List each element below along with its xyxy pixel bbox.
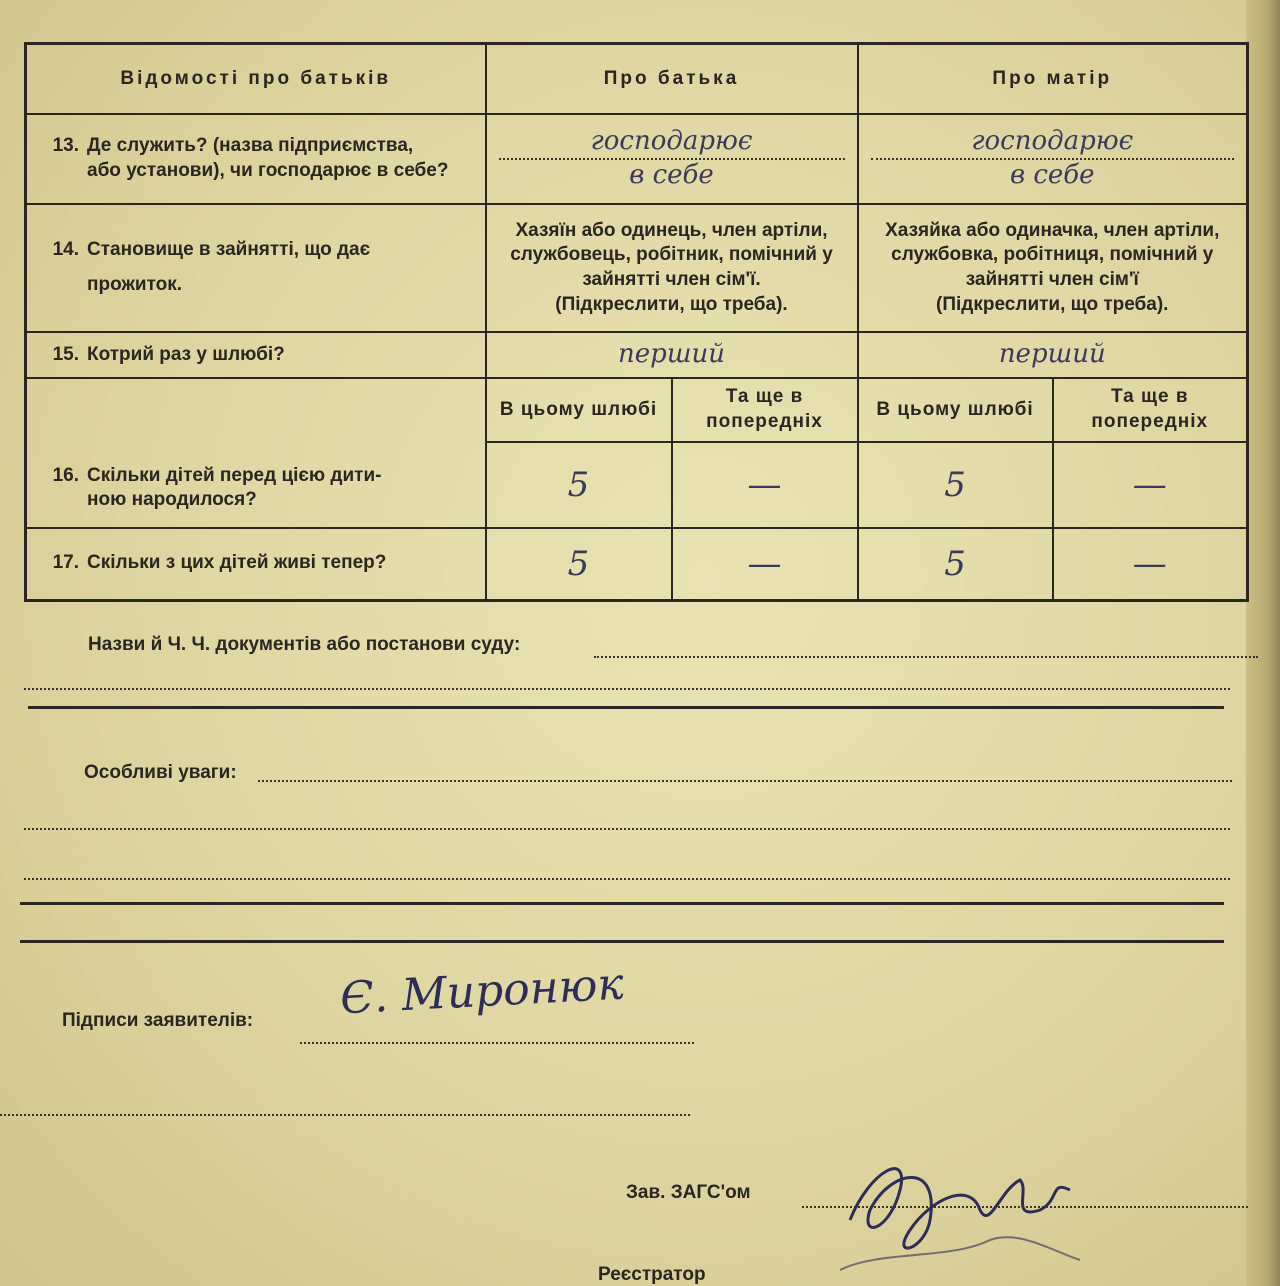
header-parents-info: Відомості про батьків [26,44,486,115]
handwritten-count: — [1132,543,1167,584]
row-q17 [26,528,1248,600]
question-text: Де служить? (назва підприємства, [87,135,414,157]
section-divider [20,940,1224,943]
answer-15-father [486,332,858,378]
table-header-row [26,44,1248,115]
handwritten-answer: господарює [590,126,753,157]
question-text: Скільки з цих дітей живі тепер? [87,552,387,574]
question-text: або установи), чи господарює в себе? [87,160,449,181]
question-text: Становище в зайнятті, що дає [87,239,371,261]
parents-info-table [24,42,1249,602]
subheader-mother-previous: Та ще в попередніх [1053,378,1248,442]
handwritten-count: — [747,464,782,505]
question-number: 17. [52,552,79,574]
answer-17-mother-prev [1053,528,1248,600]
handwritten-count: 5 [567,464,590,505]
question-text: ною народилося? [87,489,257,511]
handwritten-answer: перший [618,339,725,370]
question-text: Скільки дітей перед цією дити- [87,464,382,486]
header-father: Про батька [486,44,858,115]
documents-label: Назви й Ч. Ч. документів або постанови суду: [88,634,521,655]
handwritten-answer: господарює [971,126,1134,157]
subheader-father-this-marriage: В цьому шлюбі [486,378,672,442]
signature-stroke [840,1237,1080,1270]
section-divider [20,902,1224,905]
handwritten-count: 5 [944,543,966,584]
answer-16-mother-this [858,442,1053,528]
section-divider [28,706,1224,709]
signature-line-2 [0,1098,690,1116]
answer-17-father-prev [672,528,858,600]
row-q13 [26,114,1248,204]
answer-17-father-this [486,528,672,600]
subheader-mother-this-marriage: В цьому шлюбі [858,378,1053,442]
handwritten-count: — [1132,464,1167,505]
question-text: прожиток. [87,274,183,295]
underline-note: (Підкреслити, що треба). [936,293,1169,315]
answer-16-mother-prev [1053,442,1248,528]
header-mother: Про матір [858,44,1248,115]
answer-16-father-this [486,442,672,528]
handwritten-count: — [747,543,782,584]
row-q16-subheader [26,378,1248,442]
question-number: 14. [52,239,79,261]
answer-16-father-prev [672,442,858,528]
documents-line [24,672,1230,690]
underline-note: (Підкреслити, що треба). [555,293,788,315]
applicants-signature-label: Підписи заявителів: [62,1010,254,1031]
applicants-signature-line [300,1026,694,1044]
row-q14 [26,204,1248,332]
remarks-line [24,862,1230,880]
handwritten-count: 5 [567,543,590,584]
answer-17-mother-this [858,528,1053,600]
handwritten-answer: в себе [1009,160,1095,191]
question-17 [26,528,486,600]
question-number: 16. [52,464,79,486]
remarks-line [258,764,1232,782]
remarks-line [24,812,1230,830]
question-15 [26,332,486,378]
documents-line [594,640,1258,658]
handwritten-answer: в себе [629,160,714,191]
registrar-label: Реєстратор [598,1264,706,1285]
signature-stroke [850,1169,1070,1248]
subheader-father-previous: Та ще в попередніх [672,378,858,442]
zags-head-signature [830,1130,1090,1280]
question-number: 15. [52,343,79,365]
answer-13-mother [858,114,1248,204]
zags-head-label: Зав. ЗАГС'ом [626,1182,751,1203]
answer-13-father [486,114,858,204]
handwritten-answer: перший [998,339,1106,370]
applicant-signature: Є. Миронюк [338,958,625,1025]
question-14 [26,204,486,332]
question-number: 13. [52,135,79,157]
handwritten-count: 5 [944,464,966,505]
answer-15-mother [858,332,1248,378]
answer-14-father [486,204,858,332]
question-13 [26,114,486,204]
question-text: Котрий раз у шлюбі? [87,343,285,365]
remarks-label: Особливі уваги: [84,762,237,783]
occupation-options: Хазяїн або одинець, член артіли, службовець, робітник, помічний у зайнятті член сім'ї. [510,219,833,290]
answer-14-mother [858,204,1248,332]
question-16 [26,378,486,528]
row-q15 [26,332,1248,378]
occupation-options: Хазяйка або одиначка, член артіли, службовка, робітниця, помічний у зайнятті член сім'ї [885,219,1220,290]
